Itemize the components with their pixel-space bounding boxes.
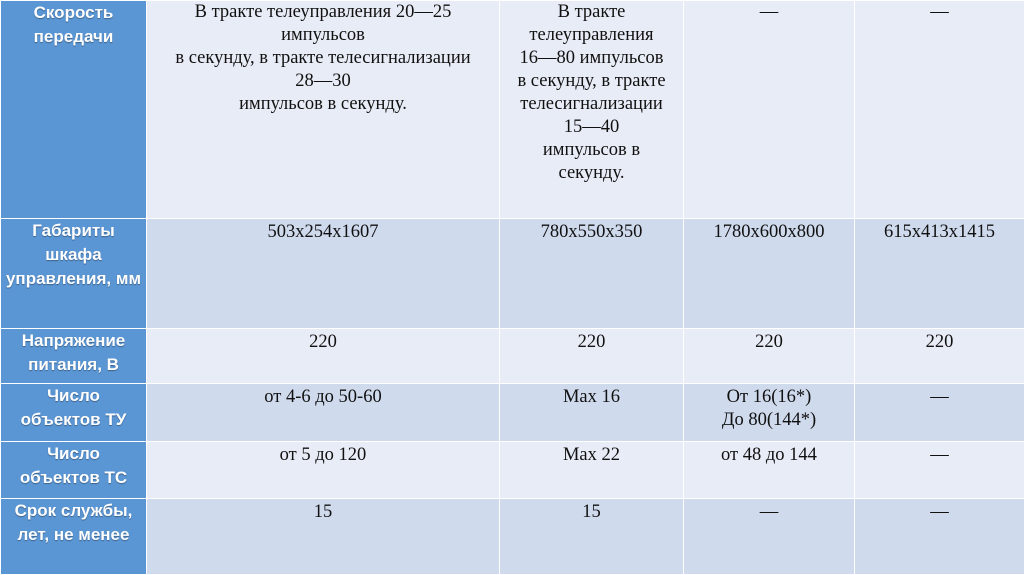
table-cell: 220 xyxy=(147,329,500,384)
table-cell: 15 xyxy=(500,499,684,575)
table-cell: 1780x600x800 xyxy=(684,219,855,329)
row-header: Напряжение питания, В xyxy=(1,329,147,384)
row-header: Срок службы, лет, не менее xyxy=(1,499,147,575)
table-row xyxy=(1,384,1024,442)
row-header: Число объектов ТС xyxy=(1,442,147,499)
table-cell: — xyxy=(684,1,855,219)
table-row xyxy=(1,1,1024,219)
table-cell: 615x413x1415 xyxy=(855,219,1024,329)
table-cell: Max 16 xyxy=(500,384,684,442)
table-cell: от 5 до 120 xyxy=(147,442,500,499)
table-cell: 780x550x350 xyxy=(500,219,684,329)
table-cell: 220 xyxy=(855,329,1024,384)
table-row xyxy=(1,442,1024,499)
table-cell: от 48 до 144 xyxy=(684,442,855,499)
table-cell: от 4-6 до 50-60 xyxy=(147,384,500,442)
table-cell: — xyxy=(684,499,855,575)
table-cell: 503x254x1607 xyxy=(147,219,500,329)
table-row xyxy=(1,329,1024,384)
table-cell: — xyxy=(855,499,1024,575)
table-cell: 220 xyxy=(684,329,855,384)
table-cell: В тракте телеуправления 16—80 импульсов в секунду, в тракте телесигнализации 15—40 импульсов в секунду. xyxy=(500,1,684,219)
table-cell: — xyxy=(855,1,1024,219)
row-header: Число объектов ТУ xyxy=(1,384,147,442)
table-cell: — xyxy=(855,442,1024,499)
table-cell: От 16(16*) До 80(144*) xyxy=(684,384,855,442)
table-cell: Max 22 xyxy=(500,442,684,499)
table-row xyxy=(1,499,1024,575)
row-header: Скорость передачи xyxy=(1,1,147,219)
table-cell: 220 xyxy=(500,329,684,384)
table-cell: 15 xyxy=(147,499,500,575)
table-row xyxy=(1,219,1024,329)
table-cell: В тракте телеуправления 20—25 импульсов в секунду, в тракте телесигнализации 28—30 импульсов в секунду. xyxy=(147,1,500,219)
row-header: Габариты шкафа управления, мм xyxy=(1,219,147,329)
table-cell: — xyxy=(855,384,1024,442)
